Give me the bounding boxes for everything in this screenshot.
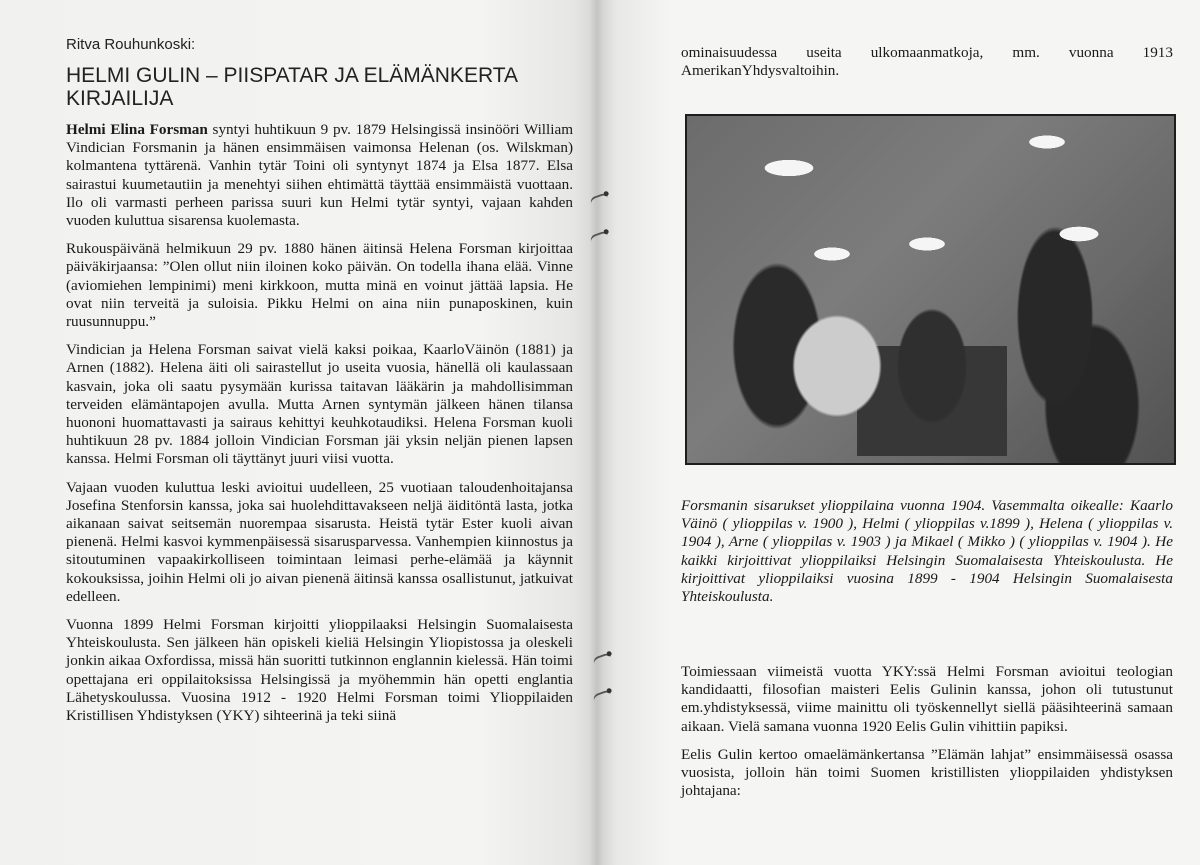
paragraph: Rukouspäivänä helmikuun 29 pv. 1880 hänen äitinsä Helena Forsman kirjoittaa päiväkirjaansa: ”Olen ollut niin iloinen koko päivän. On todella ihana elää. Vinne (aviomiehen lempinimi) meni kirkkoon, mutta minä en voinut jättää lapsia. He ovat niin terveitä ja suloisia. Pikku Helmi on aina niin punaposkinen, kuin ruusunnuppu.” <box>66 240 573 331</box>
author-name: Ritva Rouhunkoski: <box>66 36 196 53</box>
paragraph: Helmi Elina Forsman syntyi huhtikuun 9 pv. 1879 Helsingissä insinööri William Vindician Forsmanin ja hänen ensimmäisen vaimonsa Helenan (os. Wilskman) kolmantena tyttärenä. Vanhin tytär Toini oli syntynyt 1874 ja Elsa 1877. Elsa sairastui kuumetautiin ja menehtyi siihen ehtimättä täyttää ensimmäistä vuottaan. Ilo oli varmasti perheen parissa suuri kun Helmi tytär syntyi, vajaan kahden vuoden kuluttua sisarensa kuolemasta. <box>66 121 574 230</box>
paragraph: Eelis Gulin kertoo omaelämänkertansa ”Elämän lahjat” ensimmäisessä osassa vuosista, jolloin hän toimi Suomen kristillisten ylioppilaiden yhdistyksen johtajana: <box>681 745 1173 800</box>
lead-name: Helmi Elina Forsman <box>66 121 208 138</box>
paragraph: Toimiessaan viimeistä vuotta YKY:ssä Helmi Forsman avioitui teologian kandidaatti, filosofian maisteri Eelis Gulinin kanssa, johon oli tutustunut em.yhdistyksessä, viime mainittu oli työskennellyt siellä pääsihteerinä samaan aikaan. Vielä samana vuonna 1920 Eelis Gulin vihittiin papiksi. <box>681 663 1173 735</box>
photo-caption <box>681 497 1173 616</box>
paragraph: Vuonna 1899 Helmi Forsman kirjoitti ylioppilaaksi Helsingin Suomalaisesta Yhteiskoulusta. Sen jälkeen hän opiskeli kieliä Helsingin Yliopistossa ja oleskeli jonkin aikaa Oxfordissa, missä hän suoritti tutkinnon englannin kielessä. Hän toimi opettajana eri oppilaitoksissa Helsingissä ja myöhemmin hän opetti englantia Lähetyskoulussa. Vuosina 1912 - 1920 Helmi Forsman toimi Ylioppilaiden Kristillisen Yhdistyksen (YKY) sihteerinä ja teki siinä <box>66 616 573 725</box>
paragraph: Vajaan vuoden kuluttua leski avioitui uudelleen, 25 vuotiaan taloudenhoitajansa Josefina Stenforsin kanssa, joka sai huolehdittavakseen neljä äiditöntä lasta, jotka aikanaan saivat seitsemän nuorempaa sisarusta. Heistä tytär Ester kuoli aivan pienenä. Helmi kasvoi kymmenpäisessä sisarusparvessa. Vanhempien kiinnostus ja sitoutuminen vapaakirkolliseen toimintaan leimasi perhe-elämää ja käynnit kokouksissa, joihin Helmi oli jo aivan pienenä äitinsä kanssa osallistunut, jatkuivat edelleen. <box>66 478 573 605</box>
family-photo <box>685 114 1176 465</box>
article-title: HELMI GULIN – PIISPATAR JA ELÄMÄNKERTA KIRJAILIJA <box>66 64 517 110</box>
paragraph: Vindician ja Helena Forsman saivat vielä kaksi poikaa, KaarloVäinön (1881) ja Arnen (1882). Helena äiti oli sairastellut jo useita vuosia, hänellä oli kaulassaan kasvain, joka oli saatu pysymään kurissa taitavan lääkärin ja mahdollisimman terveiden elämäntapojen avulla. Mutta Arnen syntymän jälkeen hänen tilansa huononi huomattavasti ja sairaus kehittyi keuhkotaudiksi. Helena Forsman kuoli huhtikuun 28 pv. 1884 jolloin Vindician Forsman jäi yksin neljän pienen lapsen kanssa. Helmi Forsman oli täyttänyt juuri viisi vuotta. <box>66 341 573 468</box>
paragraph: ominaisuudessa useita ulkomaanmatkoja, mm. vuonna 1913 AmerikanYhdysvaltoihin. <box>681 44 1173 80</box>
right-column <box>681 663 1173 810</box>
right-top-text <box>681 44 1173 90</box>
book-spine <box>590 0 604 865</box>
caption-text: Forsmanin sisarukset ylioppilaina vuonna 1904. Vasemmalta oikealle: Kaarlo Väinö ( ylioppilas v. 1900 ), Helmi ( ylioppilas v.1899 ), Helena ( ylioppilas v. 1904 ), Arne ( ylioppilas v. 1903 ) ja Mikael ( Mikko ) ( ylioppilas v. 1904 ). He kaikki kirjoittivat ylioppilaiksi Helsingin Suomalaisesta Yhteiskoulusta. He kirjoittivat ylioppilaiksi vuosina 1899 - 1904 Helsingin Suomalaisesta Yhteiskoulusta. <box>681 497 1173 606</box>
left-column <box>66 121 573 735</box>
